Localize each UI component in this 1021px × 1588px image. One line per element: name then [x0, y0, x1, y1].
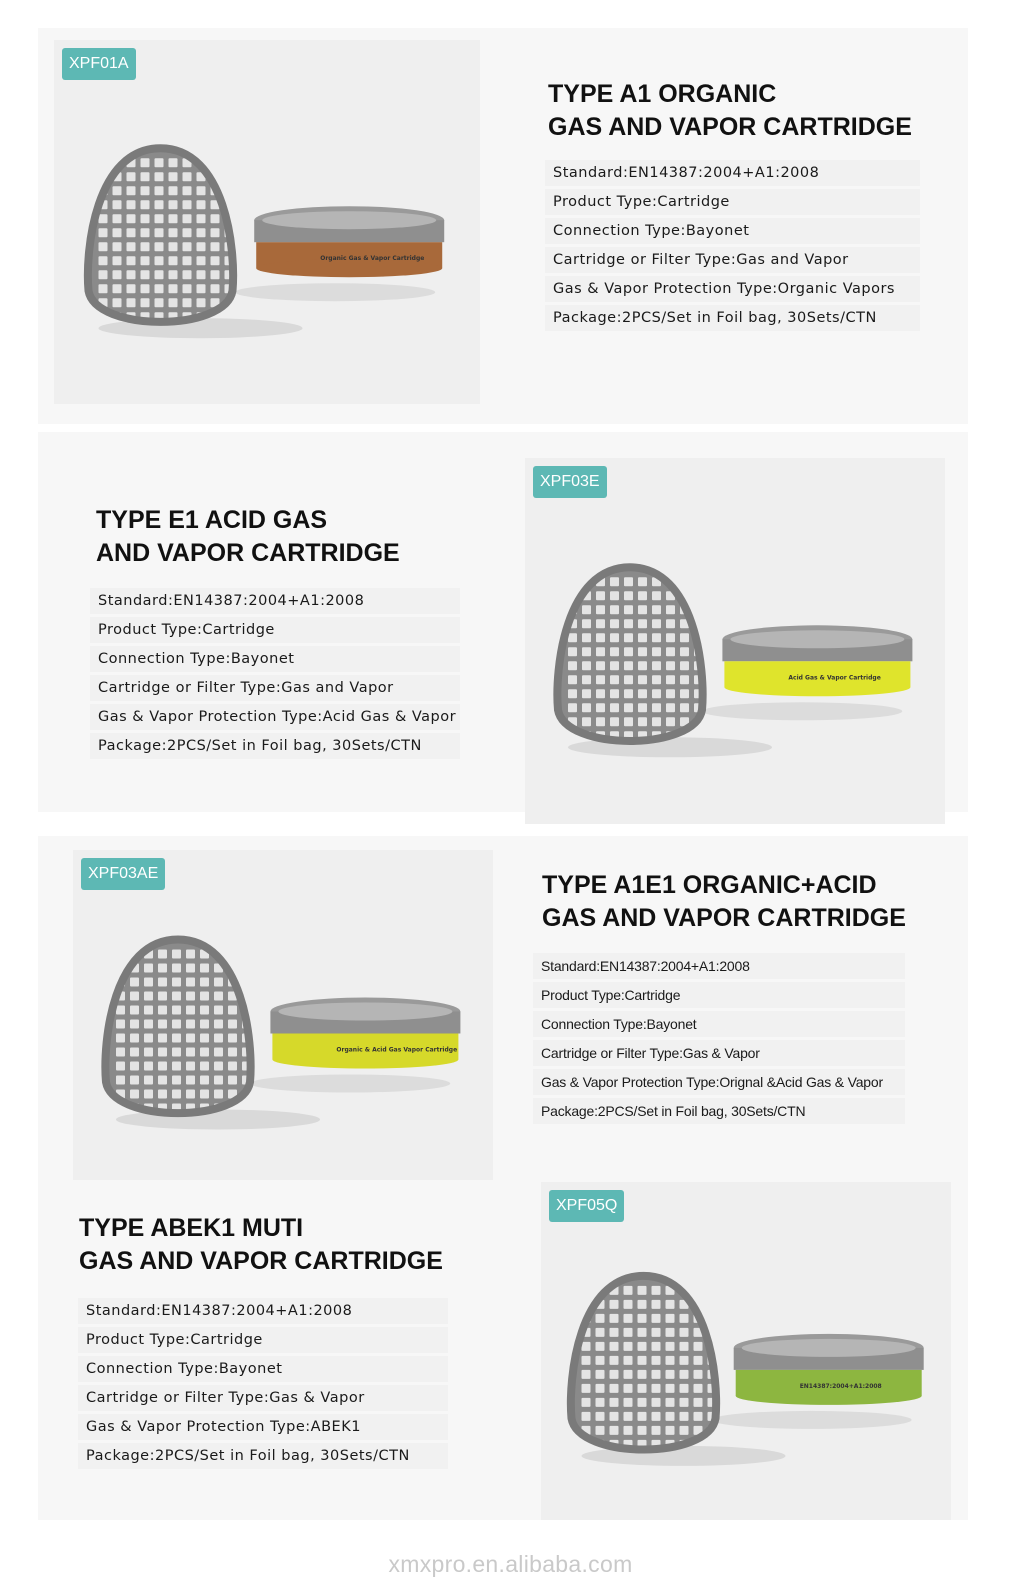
spec-row: Standard:EN14387:2004+A1:2008 [533, 953, 905, 979]
product-title: TYPE A1 ORGANIC GAS AND VAPOR CARTRIDGE [548, 80, 912, 141]
product-code-badge: XPF05Q [549, 1190, 624, 1222]
product-code-badge: XPF01A [62, 48, 136, 80]
svg-text:Organic Gas & Vapor Cartridge: Organic Gas & Vapor Cartridge [320, 255, 425, 263]
spec-row: Connection Type:Bayonet [533, 1011, 905, 1037]
cartridge-photo-icon [525, 458, 945, 824]
product-photo [541, 1182, 951, 1520]
product-title: TYPE ABEK1 MUTI GAS AND VAPOR CARTRIDGE [79, 1214, 443, 1275]
product-title: TYPE A1E1 ORGANIC+ACID GAS AND VAPOR CARTRIDGE [542, 871, 906, 932]
product-photo [54, 40, 480, 404]
spec-row: Gas & Vapor Protection Type:ABEK1 [78, 1414, 448, 1440]
spec-row: Standard:EN14387:2004+A1:2008 [90, 588, 460, 614]
svg-text:Organic & Acid Gas Vapor Cartr: Organic & Acid Gas Vapor Cartridge [336, 1046, 458, 1054]
spec-list [78, 1298, 448, 1472]
spec-row: Cartridge or Filter Type:Gas and Vapor [90, 675, 460, 701]
spec-list [90, 588, 460, 762]
spec-row: Gas & Vapor Protection Type:Acid Gas & Vapor [90, 704, 460, 730]
svg-text:Acid Gas & Vapor Cartridge: Acid Gas & Vapor Cartridge [788, 674, 881, 682]
spec-row: Gas & Vapor Protection Type:Organic Vapors [545, 276, 920, 302]
spec-row: Product Type:Cartridge [533, 982, 905, 1008]
spec-row: Package:2PCS/Set in Foil bag, 30Sets/CTN [90, 733, 460, 759]
spec-row: Product Type:Cartridge [545, 189, 920, 215]
cartridge-photo-icon [73, 850, 493, 1180]
spec-row: Standard:EN14387:2004+A1:2008 [78, 1298, 448, 1324]
spec-row: Cartridge or Filter Type:Gas & Vapor [533, 1040, 905, 1066]
product-title: TYPE E1 ACID GAS AND VAPOR CARTRIDGE [96, 506, 400, 567]
cartridge-photo-icon [541, 1182, 951, 1520]
spec-row: Connection Type:Bayonet [90, 646, 460, 672]
spec-row: Cartridge or Filter Type:Gas & Vapor [78, 1385, 448, 1411]
spec-row: Standard:EN14387:2004+A1:2008 [545, 160, 920, 186]
product-code-badge: XPF03AE [81, 858, 165, 890]
spec-row: Product Type:Cartridge [90, 617, 460, 643]
spec-row: Package:2PCS/Set in Foil bag, 30Sets/CTN [533, 1098, 905, 1124]
spec-row: Package:2PCS/Set in Foil bag, 30Sets/CTN [545, 305, 920, 331]
spec-list [545, 160, 920, 334]
product-photo [73, 850, 493, 1180]
spec-row: Gas & Vapor Protection Type:Orignal &Acid Gas & Vapor [533, 1069, 905, 1095]
product-photo [525, 458, 945, 824]
site-watermark: xmxpro.en.alibaba.com [388, 1551, 633, 1577]
spec-row: Cartridge or Filter Type:Gas and Vapor [545, 247, 920, 273]
spec-list [533, 953, 905, 1127]
spec-row: Connection Type:Bayonet [545, 218, 920, 244]
svg-text:EN14387:2004+A1:2008: EN14387:2004+A1:2008 [799, 1382, 882, 1390]
spec-row: Package:2PCS/Set in Foil bag, 30Sets/CTN [78, 1443, 448, 1469]
spec-row: Connection Type:Bayonet [78, 1356, 448, 1382]
spec-row: Product Type:Cartridge [78, 1327, 448, 1353]
product-code-badge: XPF03E [533, 466, 607, 498]
cartridge-photo-icon [54, 40, 480, 404]
